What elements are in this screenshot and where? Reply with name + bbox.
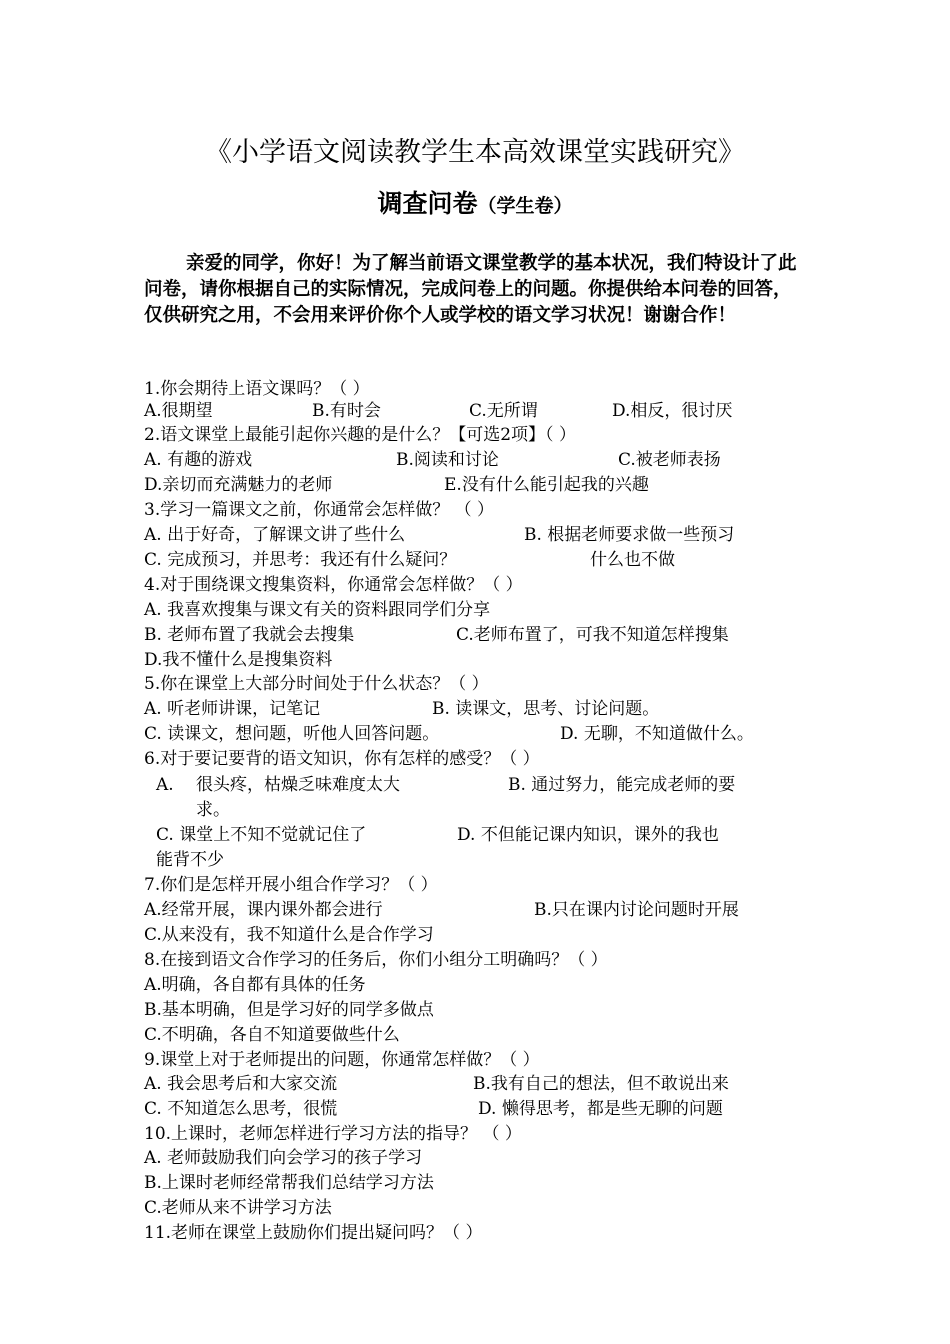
line-text: A. 听老师讲课，记笔记 — [144, 699, 321, 719]
option-text: D. 无聊，不知道做什么。 — [560, 724, 754, 744]
line-text: A.明确，各自都有具体的任务 — [144, 975, 366, 995]
line-text: 能背不少 — [156, 850, 224, 870]
line-text: 3.学习一篇课文之前，你通常会怎样做？ （ ） — [144, 500, 495, 520]
line-text: A. 老师鼓励我们向会学习的孩子学习 — [144, 1148, 423, 1168]
line-text: 10.上课时，老师怎样进行学习方法的指导？ （ ） — [144, 1124, 522, 1144]
option-text: C.无所谓 — [469, 401, 538, 421]
intro-paragraph — [144, 251, 808, 329]
line-text: 11.老师在课堂上鼓励你们提出疑问吗？（ ） — [144, 1223, 483, 1243]
line-text: 求。 — [196, 800, 230, 820]
line-text: C.不明确，各自不知道要做些什么 — [144, 1025, 400, 1045]
option-text: C.老师布置了，可我不知道怎样搜集 — [456, 625, 729, 645]
option-text: E.没有什么能引起我的兴趣 — [444, 475, 649, 495]
option-text: B.只在课内讨论问题时开展 — [534, 900, 739, 920]
option-text: B. 读课文，思考、讨论问题。 — [432, 699, 660, 719]
line-text: C. 读课文，想问题，听他人回答问题。 — [144, 724, 440, 744]
line-text: B.上课时老师经常帮我们总结学习方法 — [144, 1173, 434, 1193]
line-text: 9.课堂上对于老师提出的问题，你通常怎样做？（ ） — [144, 1050, 540, 1070]
line-text: 1.你会期待上语文课吗？（ ） — [144, 379, 370, 399]
line-text: A.很期望 — [144, 401, 213, 421]
document-subtitle — [0, 188, 950, 222]
document-title: 《小学语文阅读教学生本高效课堂实践研究》 — [205, 137, 745, 168]
line-text: B. 老师布置了我就会去搜集 — [144, 625, 355, 645]
option-text: 什么也不做 — [590, 550, 675, 570]
line-text: A. 我喜欢搜集与课文有关的资料跟同学们分享 — [144, 600, 491, 620]
line-text: 2.语文课堂上最能引起你兴趣的是什么？【可选2项】（ ） — [144, 425, 576, 445]
line-text: C. 课堂上不知不觉就记住了 — [156, 825, 367, 845]
line-text: 8.在接到语文合作学习的任务后，你们小组分工明确吗？（ ） — [144, 950, 608, 970]
option-text: B.阅读和讨论 — [396, 450, 499, 470]
line-text: A. 有趣的游戏 — [144, 450, 253, 470]
option-text: B.我有自己的想法，但不敢说出来 — [473, 1074, 729, 1094]
line-text: C. 完成预习，并思考：我还有什么疑问？ — [144, 550, 457, 570]
line-text: C.老师从来不讲学习方法 — [144, 1198, 332, 1218]
line-text: D.我不懂什么是搜集资料 — [144, 650, 333, 670]
option-text: D. 懒得思考，都是些无聊的问题 — [478, 1099, 723, 1119]
option-text: B.有时会 — [312, 401, 381, 421]
line-text: C. 不知道怎么思考，很慌 — [144, 1099, 338, 1119]
line-text: 5.你在课堂上大部分时间处于什么状态？（ ） — [144, 674, 489, 694]
option-text: D.相反，很讨厌 — [612, 401, 733, 421]
subtitle-main: 调查问卷 — [377, 189, 478, 218]
line-text: A. 出于好奇，了解课文讲了些什么 — [144, 525, 406, 545]
option-text: B. 通过努力，能完成老师的要 — [508, 775, 736, 795]
line-text: C.从来没有，我不知道什么是合作学习 — [144, 925, 434, 945]
option-text: C.被老师表扬 — [618, 450, 721, 470]
line-text: 4.对于围绕课文搜集资料，你通常会怎样做？（ ） — [144, 575, 523, 595]
option-text: D. 不但能记课内知识，课外的我也 — [457, 825, 719, 845]
line-text: B.基本明确，但是学习好的同学多做点 — [144, 1000, 434, 1020]
intro-text: 亲爱的同学，你好！为了解当前语文课堂教学的基本状况，我们特设计了此问卷，请你根据自己的实际情况，完成问卷上的问题。你提供给本问卷的回答，仅供研究之用，不会用来评价你个人或学校的语文学习状况！谢谢合作！ — [144, 253, 797, 326]
option-text: 很头疼，枯燥乏味难度太大 — [196, 775, 400, 795]
option-text: B. 根据老师要求做一些预习 — [524, 525, 735, 545]
line-text: A. 我会思考后和大家交流 — [144, 1074, 338, 1094]
line-text: 7.你们是怎样开展小组合作学习？（ ） — [144, 875, 438, 895]
line-text: 6.对于要记要背的语文知识，你有怎样的感受？（ ） — [144, 749, 540, 769]
line-text: A.经常开展，课内课外都会进行 — [144, 900, 383, 920]
line-text: D.亲切而充满魅力的老师 — [144, 475, 333, 495]
line-text: A. — [156, 775, 174, 795]
subtitle-paren: （学生卷） — [477, 195, 573, 217]
